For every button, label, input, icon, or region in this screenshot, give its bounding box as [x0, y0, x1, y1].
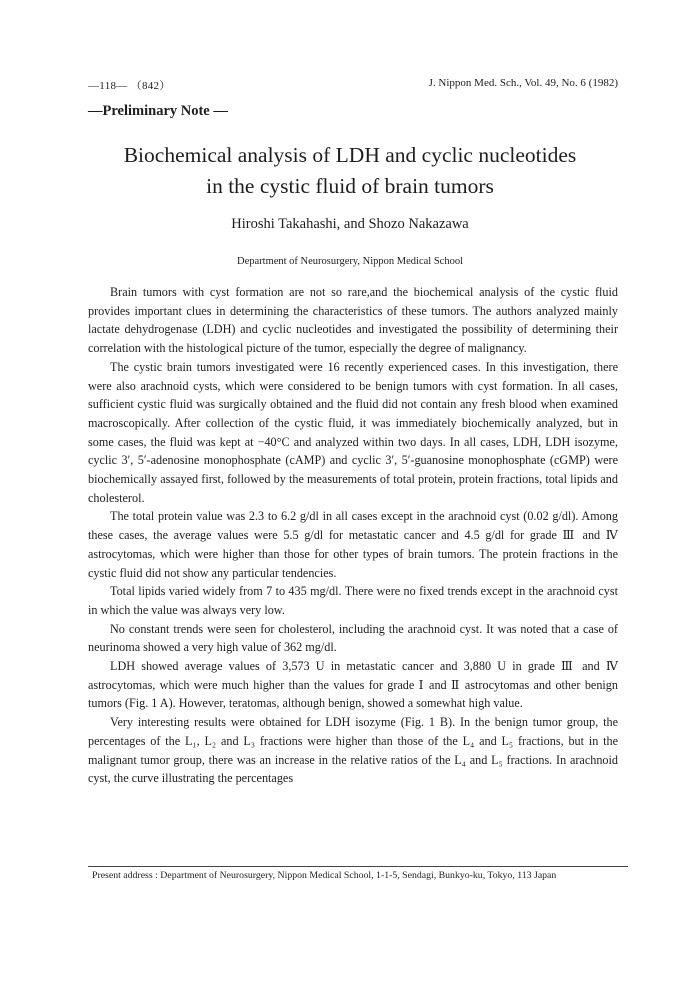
title-line-2: in the cystic fluid of brain tumors	[206, 174, 494, 198]
footnote-divider	[88, 866, 628, 867]
running-header	[88, 77, 618, 93]
article-title	[40, 140, 660, 202]
paragraph: Total lipids varied widely from 7 to 435 mg/dl. There were no fixed trends except in the arachnoid cyst in which the value was always very low.	[88, 584, 618, 617]
article-type-label: —Preliminary Note —	[88, 103, 228, 119]
paragraph: The cystic brain tumors investigated were 16 recently experienced cases. In this investigation, there were also arachnoid cysts, which were considered to be benign tumors with cyst formation. In all cases, sufficient cystic fluid was surgically obtained and the fluid did not contain any fresh blood when examined macroscopically. After collection of the cystic fluid, it was immediately biochemically analyzed, but in some cases, the fluid was kept at −40°C and analyzed within two days. In all cases, LDH, LDH isozyme, cyclic 3′, 5′-adenosine monophosphate (cAMP) and cyclic 3′, 5′-guanosine monophosphate (cGMP) were biochemically assayed first, followed by the measurements of total protein, protein fractions, total lipids and cholesterol.	[88, 359, 618, 505]
paragraph: LDH showed average values of 3,573 U in metastatic cancer and 3,880 U in grade Ⅲ and Ⅳ astrocytomas, which were much higher than the values for grade Ⅰ and Ⅱ astrocytomas and other benign tumors (Fig. 1 A). However, teratomas, although benign, showed a somewhat high value.	[88, 659, 618, 711]
authors: Hiroshi Takahashi, and Shozo Nakazawa	[231, 216, 469, 232]
journal-citation: J. Nippon Med. Sch., Vol. 49, No. 6 (1982)	[428, 77, 618, 89]
paragraph: Very interesting results were obtained for LDH isozyme (Fig. 1 B). In the benign tumor group, the percentages of the L₁, L₂ and L₃ fractions were higher than those of the L₄ and L₅ fractions, but in the malignant tumor group, there was an increase in the relative ratios of the L₄ and L₅ fractions. In arachnoid cyst, the curve illustrating the percentages	[88, 715, 618, 786]
affiliation: Department of Neurosurgery, Nippon Medical School	[237, 256, 463, 267]
paragraph: Brain tumors with cyst formation are not so rare,and the biochemical analysis of the cystic fluid provides important clues in determining the characteristics of these tumors. The authors analyzed mainly lactate dehydrogenase (LDH) and cyclic nucleotides and investigated the possibility of determining their correlation with the histological picture of the tumor, especially the degree of malignancy.	[88, 285, 618, 356]
article-body	[88, 283, 618, 788]
paragraph: The total protein value was 2.3 to 6.2 g/dl in all cases except in the arachnoid cyst (0.02 g/dl). Among these cases, the average values were 5.5 g/dl for metastatic cancer and 4.5 g/dl for grade Ⅲ and Ⅳ astrocytomas, which were higher than those for other types of brain tumors. The protein fractions in the cystic fluid did not show any particular tendencies.	[88, 509, 618, 580]
title-line-1: Biochemical analysis of LDH and cyclic nucleotides	[123, 143, 577, 167]
page-number: —118— （842）	[88, 80, 171, 92]
footnote: Present address : Department of Neurosurgery, Nippon Medical School, 1-1-5, Sendagi, Bunkyo-ku, Tokyo, 113 Japan	[92, 870, 557, 881]
paragraph: No constant trends were seen for cholesterol, including the arachnoid cyst. It was noted that a case of neurinoma showed a very high value of 362 mg/dl.	[88, 621, 618, 655]
